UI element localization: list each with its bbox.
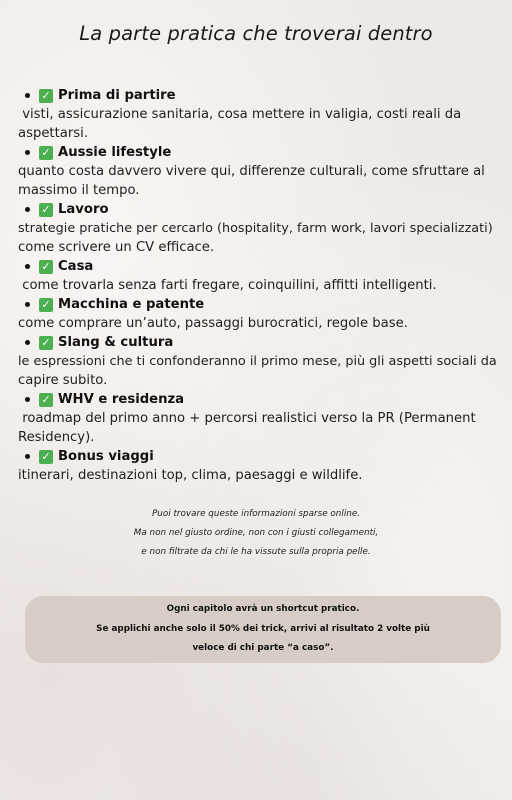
list-item-description: capire subito. <box>18 373 108 388</box>
list-item-heading-row <box>18 390 498 409</box>
list-item-description: roadmap del primo anno + percorsi realistici verso la PR (Permanent <box>18 411 476 426</box>
highlight-line: Se applichi anche solo il 50% dei trick, arrivi al risultato 2 volte più <box>96 623 430 634</box>
check-mark-button-icon: ✓ <box>39 336 53 350</box>
list-item-description: aspettarsi. <box>18 126 89 141</box>
check-mark-button-icon: ✓ <box>39 203 53 217</box>
list-item-description: le espressioni che ti confonderanno il primo mese, più gli aspetti sociali da <box>18 354 497 369</box>
list-item-heading: Prima di partire <box>58 88 176 103</box>
list-item-description: itinerari, destinazioni top, clima, paesaggi e wildlife. <box>18 468 363 483</box>
list-item-heading: Lavoro <box>58 202 109 217</box>
list-item-description: come trovarla senza farti fregare, coinquilini, affitti intelligenti. <box>18 278 437 293</box>
bullet-icon <box>25 150 30 155</box>
list-item-description: massimo il tempo. <box>18 183 140 198</box>
check-mark-button-icon: ✓ <box>39 298 53 312</box>
check-mark-button-icon: ✓ <box>39 393 53 407</box>
bullet-icon <box>25 302 30 307</box>
quote-line: Ma non nel giusto ordine, non con i giusti collegamenti, <box>133 528 379 538</box>
list-item-heading-row <box>18 200 498 219</box>
highlight-line: Ogni capitolo avrà un shortcut pratico. <box>166 604 360 614</box>
bullet-icon <box>25 264 30 269</box>
bullet-icon <box>25 397 30 402</box>
bullet-icon <box>25 454 30 459</box>
list-item <box>18 200 498 257</box>
list-item-description: Residency). <box>18 430 95 445</box>
list-item-description: quanto costa davvero vivere qui, differenze culturali, come sfruttare al <box>18 164 485 179</box>
list-item-heading: Macchina e patente <box>58 297 205 312</box>
list-item-heading-row <box>18 447 498 466</box>
quote-line: e non filtrate da chi le ha vissute sulla propria pelle. <box>141 547 371 557</box>
list-item-description: strategie pratiche per cercarlo (hospitality, farm work, lavori specializzati) <box>18 221 493 236</box>
list-item-heading: Aussie lifestyle <box>58 145 172 160</box>
bullet-icon <box>25 340 30 345</box>
check-mark-button-icon: ✓ <box>39 260 53 274</box>
quote-line: Puoi trovare queste informazioni sparse online. <box>151 509 361 519</box>
list-item-heading-row <box>18 333 498 352</box>
list-item-heading: Casa <box>58 259 94 274</box>
list-item-heading: Bonus viaggi <box>58 449 154 464</box>
feature-list <box>18 86 498 485</box>
page-title: La parte pratica che troverai dentro <box>79 22 433 45</box>
list-item-heading: WHV e residenza <box>58 392 185 407</box>
bullet-icon <box>25 93 30 98</box>
check-mark-button-icon: ✓ <box>39 450 53 464</box>
bullet-icon <box>25 207 30 212</box>
list-item <box>18 447 498 485</box>
list-item <box>18 86 498 143</box>
list-item <box>18 295 498 333</box>
list-item <box>18 257 498 295</box>
list-item-heading: Slang & cultura <box>58 335 174 350</box>
list-item-heading-row <box>18 295 498 314</box>
check-mark-button-icon: ✓ <box>39 146 53 160</box>
list-item-description: come comprare un’auto, passaggi burocratici, regole base. <box>18 316 408 331</box>
list-item <box>18 143 498 200</box>
list-item-description: come scrivere un CV efficace. <box>18 240 215 255</box>
list-item-heading-row <box>18 143 498 162</box>
list-item <box>18 333 498 390</box>
list-item <box>18 390 498 447</box>
list-item-description: visti, assicurazione sanitaria, cosa mettere in valigia, costi reali da <box>18 107 462 122</box>
list-item-heading-row <box>18 86 498 105</box>
highlight-line: veloce di chi parte “a caso”. <box>192 643 334 653</box>
list-item-heading-row <box>18 257 498 276</box>
check-mark-button-icon: ✓ <box>39 89 53 103</box>
quote-block <box>0 505 512 562</box>
highlight-box <box>25 596 501 663</box>
